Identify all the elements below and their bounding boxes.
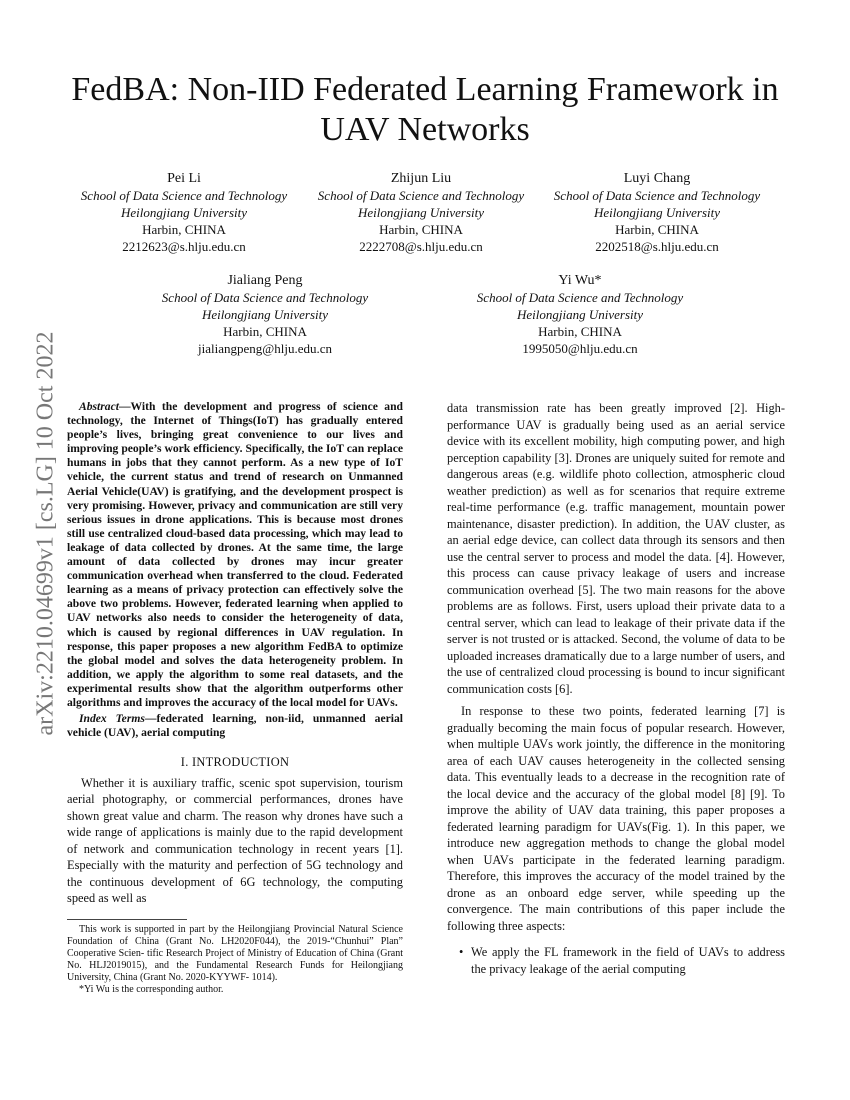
intro-paragraph: Whether it is auxiliary traffic, scenic spot supervision, tourism aerial photography, or commercial performances, drones have shown great value and charm. The reason why drones have such a wide range of applications is mainly due to the rapid development of network and communication technology in recent years [1]. Especially with the maturity and perfection of 5G technology and the continuous development of 6G technology, the computing speed as well as <box>67 775 403 906</box>
author-email: 2222708@s.hlju.edu.cn <box>359 239 483 254</box>
author-university: Heilongjiang University <box>120 205 247 220</box>
index-terms <box>67 712 403 740</box>
author-email: 2212623@s.hlju.edu.cn <box>122 239 246 254</box>
author-email: 1995050@hlju.edu.cn <box>522 341 638 356</box>
corresponding-author-footnote: *Yi Wu is the corresponding author. <box>79 983 224 995</box>
author-city: Harbin, CHINA <box>538 324 622 339</box>
author-city: Harbin, CHINA <box>142 222 226 237</box>
abstract-label: Abstract <box>79 400 119 413</box>
author-block <box>68 170 300 255</box>
right-column <box>447 400 785 977</box>
author-city: Harbin, CHINA <box>615 222 699 237</box>
paper-title: FedBA: Non-IID Federated Learning Framework in UAV Networks <box>71 71 779 148</box>
footnote-divider <box>67 919 187 920</box>
abstract-text: —With the development and progress of science and technology, the Internet of Things(IoT) has gradually entered people’s lives, bringing great convenience to our lives and improving people’s work efficiency. Specifically, the IoT can replace humans in jobs that they cannot perform. As a new type of IoT vehicle, the current status and trend of research on Unmanned Aerial Vehicle(UAV) is gratifying, and the development prospect is very promising. However, privacy and communication are still very serious issues in drone applications. This is because most drones still use centralized cloud-based data processing, which may lead to leakage of data collected by drones. At the same time, the large amount of data collected by drones may incur greater communication overhead when transferred to the cloud. Federated learning as a means of privacy protection can effectively solve the above two problems. However, federated learning when applied to UAV networks also needs to consider the heterogeneity of data, which is caused by regional differences in UAV regulation. In response, this paper proposes a new algorithm FedBA to optimize the global model and solves the data heterogeneity problem. In addition, we apply the algorithm to some real datasets, and the experimental results show that the algorithm outperforms other algorithms and improves the accuracy of the local model for UAVs. <box>67 400 403 709</box>
section-heading-introduction: I. INTRODUCTION <box>180 755 290 770</box>
author-email: jialiangpeng@hlju.edu.cn <box>198 341 332 356</box>
index-terms-label: Index Terms <box>79 712 145 726</box>
left-column <box>67 400 403 996</box>
author-school: School of Data Science and Technology <box>553 188 761 203</box>
author-block <box>464 272 696 357</box>
author-name: Zhijun Liu <box>390 171 452 186</box>
author-block <box>149 272 381 357</box>
arxiv-identifier: arXiv:2210.04699v1 [cs.LG] 10 Oct 2022 <box>32 331 59 736</box>
author-university: Heilongjiang University <box>357 205 484 220</box>
author-block <box>305 170 537 255</box>
author-school: School of Data Science and Technology <box>476 290 684 305</box>
abstract <box>67 400 403 710</box>
author-block <box>541 170 773 255</box>
contributions-list <box>447 944 785 977</box>
author-email: 2202518@s.hlju.edu.cn <box>595 239 719 254</box>
author-city: Harbin, CHINA <box>223 324 307 339</box>
list-item: • We apply the FL framework in the field of UAVs to address the privacy leakage of the aerial computing <box>459 944 785 977</box>
funding-footnote: This work is supported in part by the Heilongjiang Provincial Natural Science Foundation of China (Grant No. LH2020F044), the 2019-“Chunhui” Plan” Cooperative Scien- tific Research Project of Ministry of Education of China (Grant No. HLJ2019015), and the Fundamental Research Funds for Heilongjiang University, China (Grant No. 2020-KYYWF- 1014). <box>67 923 403 983</box>
author-school: School of Data Science and Technology <box>80 188 288 203</box>
author-city: Harbin, CHINA <box>379 222 463 237</box>
author-name: Jialiang Peng <box>227 273 303 288</box>
author-school: School of Data Science and Technology <box>317 188 525 203</box>
author-name: Pei Li <box>167 171 201 186</box>
author-school: School of Data Science and Technology <box>161 290 369 305</box>
index-terms-text: —federated learning, non-iid, unmanned aerial vehicle (UAV), aerial computing <box>67 712 403 740</box>
author-name: Yi Wu* <box>558 273 602 288</box>
body-paragraph: data transmission rate has been greatly improved [2]. High-performance UAV is gradually being used as an aerial service device with its excellent mobility, high computing power, and high perception capability [3]. Drones are uniquely suited for remote and dangerous areas (e.g. wildlife photo collection, atmospheric cloud weather prediction) as well as for scenarios that require extreme real-time performance (e.g. traffic management, mountain power maintenance, disaster prediction). In addition, the UAV cluster, as an aerial edge device, can collect data through its sensors and then use the central server to process and model the data. [4]. However, this process can cause privacy leakage of users and increase communication overhead [5]. The two main reasons for the above problems are as follows. First, users upload their private data to a central server, which can lead to leakage of their private data if the server is not trusted or is attacked. Second, the volume of data to be uploaded increases dramatically due to a large number of users, and the use of centralized cloud processing is bound to incur significant communication costs [6]. <box>447 401 785 696</box>
author-name: Luyi Chang <box>623 171 691 186</box>
author-university: Heilongjiang University <box>201 307 328 322</box>
body-paragraph: In response to these two points, federated learning [7] is gradually becoming the main focus of popular research. However, when multiple UAVs work jointly, the difference in the monitoring area of each UAV causes heterogeneity in the collected sensing data. This eventually leads to a decrease in the recognition rate of the local device and the accuracy of the global model [8] [9]. To improve the ability of UAV data training, this paper proposes a federated learning paradigm for UAVs(Fig. 1). In this paper, we introduce new aggregation methods to change the global model when UAVs participate in the federated learning paradigm. Therefore, this improves the accuracy of the model trained by the drone as an onboard edge server, while speeding up the convergence. The main contributions of this paper include the following three aspects: <box>447 704 785 933</box>
author-university: Heilongjiang University <box>516 307 643 322</box>
author-university: Heilongjiang University <box>593 205 720 220</box>
